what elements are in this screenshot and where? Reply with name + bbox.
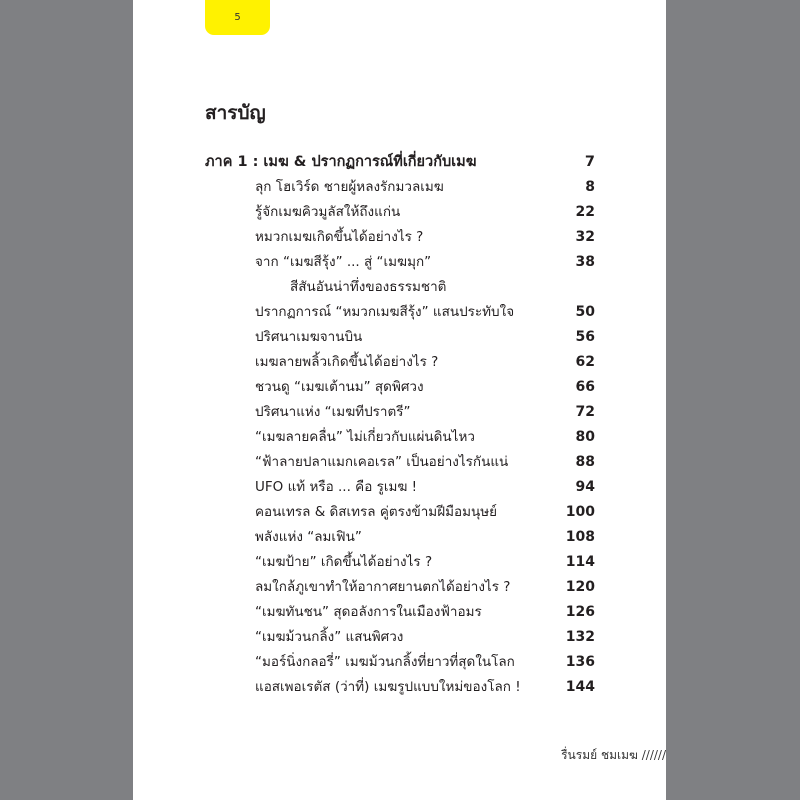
toc-entry [205, 250, 595, 275]
toc-entry-page: 108 [565, 529, 595, 545]
toc-entry-label: ปรากฏการณ์ “หมวกเมฆสีรุ้ง” แสนประทับใจ [255, 304, 515, 320]
toc-entry [205, 375, 595, 400]
toc-entry-page: 8 [585, 179, 595, 195]
toc-entry-label: “เมฆลายคลื่น” ไม่เกี่ยวกับแผ่นดินไหว [255, 429, 475, 445]
toc-entry-label: รู้จักเมฆคิวมูลัสให้ถึงแก่น [255, 204, 401, 220]
toc-entry [205, 575, 595, 600]
toc-entry-label: “เมฆทันชน” สุดอลังการในเมืองฟ้าอมร [255, 604, 482, 620]
toc-entry-page: 132 [565, 629, 595, 645]
toc-entry-page: 38 [575, 254, 595, 270]
toc-entry-label: “มอร์นิ่งกลอรี่” เมฆม้วนกลิ้งที่ยาวที่สุดในโลก [255, 654, 515, 670]
toc-entry-label: พลังแห่ง “ลมเฟิน” [255, 529, 362, 545]
toc-entry [205, 200, 595, 225]
toc-entry [205, 550, 595, 575]
toc-entry-page: 94 [575, 479, 595, 495]
toc-entry-label: จาก “เมฆสีรุ้ง” ... สู่ “เมฆมุก” [255, 254, 432, 270]
toc-entry-label: ลมใกล้ภูเขาทำให้อากาศยานตกได้อย่างไร ? [255, 579, 511, 595]
toc-entry-page: 144 [565, 679, 595, 695]
running-footer: รื่นรมย์ ชมเมฆ ////// [561, 748, 666, 762]
toc-entry [205, 425, 595, 450]
toc-entry-label: ปริศนาเมฆจานบิน [255, 329, 363, 345]
toc-entry-label: “ฟ้าลายปลาแมกเคอเรล” เป็นอย่างไรกันแน่ [255, 454, 509, 470]
toc-entry-label: หมวกเมฆเกิดขึ้นได้อย่างไร ? [255, 229, 424, 245]
toc-entry-page: 136 [565, 654, 595, 670]
toc-entry [205, 625, 595, 650]
page-title: สารบัญ [205, 102, 266, 124]
toc-entry-page: 126 [565, 604, 595, 620]
toc-entry [205, 650, 595, 675]
toc-entry-label: ปริศนาแห่ง “เมฆทีปราตรี” [255, 404, 411, 420]
toc-entry [205, 525, 595, 550]
toc-entry [205, 400, 595, 425]
toc-entry-label: ชวนดู “เมฆเต้านม” สุดพิศวง [255, 379, 424, 395]
page-number: 5 [234, 12, 241, 23]
toc-entry-label: คอนเทรล & ดิสเทรล คู่ตรงข้ามฝีมือมนุษย์ [255, 504, 498, 520]
toc-entry-label: ลุก โฮเวิร์ด ชายผู้หลงรักมวลเมฆ [255, 179, 444, 195]
toc-entry-page: 88 [575, 454, 595, 470]
book-page [133, 0, 666, 800]
toc-entry-page: 62 [575, 354, 595, 370]
toc-section-page: 7 [584, 154, 595, 170]
toc-entry-page: 56 [575, 329, 595, 345]
toc-entry-label: UFO แท้ หรือ ... คือ รูเมฆ ! [255, 479, 418, 495]
toc-entry [205, 350, 595, 375]
toc-entry-label: “เมฆม้วนกลิ้ง” แสนพิศวง [255, 629, 404, 645]
toc-entry-page: 80 [575, 429, 595, 445]
page-number-tab [205, 0, 270, 35]
toc-entry-page: 120 [565, 579, 595, 595]
toc-entry-page: 100 [565, 504, 595, 520]
toc-entry-label: แอสเพอเรตัส (ว่าที่) เมฆรูปแบบใหม่ของโลก ! [255, 679, 521, 695]
toc-entry [205, 325, 595, 350]
toc-entry-label: สีสันอันน่าทึ่งของธรรมชาติ [290, 279, 447, 295]
table-of-contents [205, 150, 595, 700]
toc-entry-page: 72 [575, 404, 595, 420]
toc-entry [205, 175, 595, 200]
toc-entry [205, 500, 595, 525]
toc-section [205, 150, 595, 175]
toc-entry [205, 300, 595, 325]
toc-entry-page: 50 [575, 304, 595, 320]
toc-entry-continuation [205, 275, 595, 300]
toc-entry-page: 22 [575, 204, 595, 220]
toc-entry-page: 32 [575, 229, 595, 245]
toc-entry [205, 475, 595, 500]
toc-entry [205, 225, 595, 250]
toc-entry-label: เมฆลายพลิ้วเกิดขึ้นได้อย่างไร ? [255, 354, 439, 370]
toc-entry [205, 600, 595, 625]
toc-entry-label: “เมฆป้าย” เกิดขึ้นได้อย่างไร ? [255, 554, 433, 570]
toc-entry-page: 114 [565, 554, 595, 570]
toc-section-label: ภาค 1 : เมฆ & ปรากฏการณ์ที่เกี่ยวกับเมฆ [205, 154, 477, 170]
toc-entry [205, 450, 595, 475]
toc-entry [205, 675, 595, 700]
toc-entry-page: 66 [575, 379, 595, 395]
